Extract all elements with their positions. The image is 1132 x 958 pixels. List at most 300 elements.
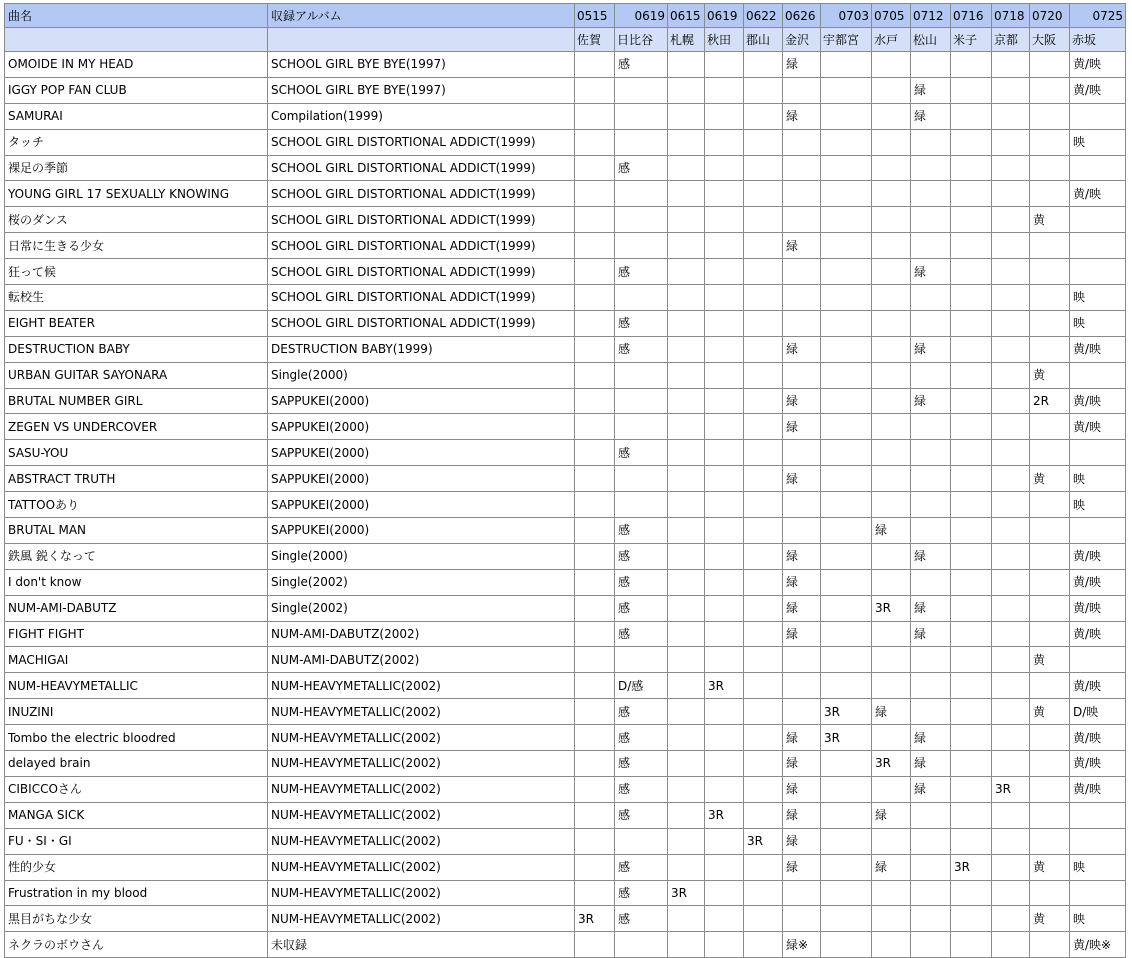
performance-cell <box>992 77 1030 103</box>
album-cell: NUM-AMI-DABUTZ(2002) <box>268 621 575 647</box>
performance-cell <box>951 388 992 414</box>
album-cell: SCHOOL GIRL BYE BYE(1997) <box>268 77 575 103</box>
table-row <box>5 595 1126 621</box>
table-row <box>5 647 1126 673</box>
performance-cell <box>821 181 872 207</box>
performance-cell <box>1030 414 1070 440</box>
performance-cell <box>821 207 872 233</box>
performance-cell <box>783 285 821 311</box>
performance-cell <box>1030 336 1070 362</box>
table-row <box>5 854 1126 880</box>
performance-cell: 緑 <box>783 466 821 492</box>
performance-cell <box>575 569 615 595</box>
performance-cell <box>821 285 872 311</box>
performance-cell <box>615 362 668 388</box>
performance-cell <box>992 52 1030 78</box>
song-title-cell: 桜のダンス <box>5 207 268 233</box>
performance-cell <box>783 129 821 155</box>
song-title-cell: SAMURAI <box>5 103 268 129</box>
venue-header: 松山 <box>911 28 951 52</box>
table-row <box>5 129 1126 155</box>
performance-cell: 緑 <box>911 259 951 285</box>
album-cell: NUM-HEAVYMETALLIC(2002) <box>268 880 575 906</box>
performance-cell <box>575 466 615 492</box>
album-cell: SAPPUKEI(2000) <box>268 414 575 440</box>
song-title-cell: SASU-YOU <box>5 440 268 466</box>
performance-cell <box>821 854 872 880</box>
venue-header: 宇都宮 <box>821 28 872 52</box>
performance-cell: 感 <box>615 518 668 544</box>
performance-cell <box>951 466 992 492</box>
performance-cell <box>872 466 911 492</box>
performance-cell <box>911 414 951 440</box>
performance-cell: 3R <box>992 776 1030 802</box>
performance-cell: 3R <box>872 595 911 621</box>
performance-cell <box>872 414 911 440</box>
performance-cell <box>992 906 1030 932</box>
performance-cell <box>668 103 705 129</box>
date-header: 0705 <box>872 4 911 28</box>
performance-cell <box>992 828 1030 854</box>
performance-cell <box>821 828 872 854</box>
album-cell: SAPPUKEI(2000) <box>268 518 575 544</box>
performance-cell <box>575 828 615 854</box>
performance-cell <box>872 77 911 103</box>
song-title-cell: MANGA SICK <box>5 802 268 828</box>
performance-cell <box>992 336 1030 362</box>
album-column-header: 収録アルバム <box>268 4 575 28</box>
album-cell: SCHOOL GIRL DISTORTIONAL ADDICT(1999) <box>268 155 575 181</box>
performance-cell: 感 <box>615 569 668 595</box>
performance-cell <box>1070 233 1126 259</box>
song-title-cell: delayed brain <box>5 751 268 777</box>
performance-cell <box>1030 673 1070 699</box>
performance-cell <box>992 466 1030 492</box>
performance-cell <box>872 776 911 802</box>
date-header: 0703 <box>821 4 872 28</box>
performance-cell <box>1030 932 1070 958</box>
album-cell: NUM-HEAVYMETALLIC(2002) <box>268 828 575 854</box>
performance-cell <box>872 906 911 932</box>
performance-cell <box>951 285 992 311</box>
table-row <box>5 673 1126 699</box>
performance-cell <box>872 828 911 854</box>
performance-cell <box>575 388 615 414</box>
performance-cell: 黄/映 <box>1070 725 1126 751</box>
performance-cell <box>1070 207 1126 233</box>
table-row <box>5 802 1126 828</box>
performance-cell <box>992 181 1030 207</box>
performance-cell: 2R <box>1030 388 1070 414</box>
performance-cell <box>951 543 992 569</box>
performance-cell <box>1030 155 1070 181</box>
performance-cell <box>951 828 992 854</box>
song-title-cell: 日常に生きる少女 <box>5 233 268 259</box>
performance-cell: 3R <box>951 854 992 880</box>
album-cell: SCHOOL GIRL DISTORTIONAL ADDICT(1999) <box>268 310 575 336</box>
performance-cell <box>668 259 705 285</box>
performance-cell <box>575 259 615 285</box>
performance-cell <box>668 854 705 880</box>
performance-cell <box>705 751 744 777</box>
performance-cell <box>668 647 705 673</box>
performance-cell: 緑 <box>783 776 821 802</box>
performance-cell <box>911 880 951 906</box>
performance-cell <box>668 77 705 103</box>
performance-cell: 感 <box>615 880 668 906</box>
table-row <box>5 699 1126 725</box>
performance-cell <box>992 259 1030 285</box>
album-cell: SAPPUKEI(2000) <box>268 440 575 466</box>
performance-cell <box>744 569 783 595</box>
performance-cell: 黄 <box>1030 362 1070 388</box>
album-cell: NUM-HEAVYMETALLIC(2002) <box>268 906 575 932</box>
performance-cell <box>911 828 951 854</box>
performance-cell <box>744 388 783 414</box>
performance-cell <box>821 388 872 414</box>
performance-cell: 黄/映 <box>1070 181 1126 207</box>
performance-cell <box>951 259 992 285</box>
performance-cell <box>668 751 705 777</box>
performance-cell <box>744 233 783 259</box>
performance-cell <box>872 181 911 207</box>
performance-cell <box>911 129 951 155</box>
performance-cell <box>951 233 992 259</box>
performance-cell <box>872 725 911 751</box>
performance-cell <box>744 621 783 647</box>
performance-cell <box>821 52 872 78</box>
table-row <box>5 880 1126 906</box>
performance-cell <box>992 414 1030 440</box>
performance-cell <box>911 233 951 259</box>
venue-header: 大阪 <box>1030 28 1070 52</box>
performance-cell <box>705 336 744 362</box>
performance-cell <box>821 414 872 440</box>
performance-cell <box>821 543 872 569</box>
performance-cell: 黄/映 <box>1070 569 1126 595</box>
performance-cell: 緑 <box>911 103 951 129</box>
performance-cell: 緑 <box>911 388 951 414</box>
performance-cell <box>1030 77 1070 103</box>
song-title-cell: ZEGEN VS UNDERCOVER <box>5 414 268 440</box>
performance-cell <box>744 310 783 336</box>
performance-cell <box>783 362 821 388</box>
performance-cell <box>1030 492 1070 518</box>
performance-cell <box>992 802 1030 828</box>
performance-cell <box>744 336 783 362</box>
performance-cell <box>668 906 705 932</box>
setlist-table-container <box>4 3 1126 958</box>
table-row <box>5 569 1126 595</box>
performance-cell <box>992 518 1030 544</box>
performance-cell <box>1070 259 1126 285</box>
table-row <box>5 233 1126 259</box>
performance-cell <box>821 155 872 181</box>
performance-cell <box>872 440 911 466</box>
date-header: 0712 <box>911 4 951 28</box>
performance-cell <box>668 595 705 621</box>
performance-cell <box>575 129 615 155</box>
date-header: 0515 <box>575 4 615 28</box>
performance-cell <box>705 828 744 854</box>
song-title-cell: IGGY POP FAN CLUB <box>5 77 268 103</box>
performance-cell <box>615 828 668 854</box>
album-cell: Single(2000) <box>268 362 575 388</box>
venue-header: 金沢 <box>783 28 821 52</box>
performance-cell <box>951 776 992 802</box>
performance-cell: 3R <box>821 699 872 725</box>
performance-cell <box>821 932 872 958</box>
performance-cell <box>911 310 951 336</box>
performance-cell <box>872 336 911 362</box>
performance-cell: 感 <box>615 595 668 621</box>
performance-cell <box>992 569 1030 595</box>
performance-cell <box>668 699 705 725</box>
song-title-cell: EIGHT BEATER <box>5 310 268 336</box>
performance-cell: 緑 <box>872 518 911 544</box>
performance-cell <box>575 103 615 129</box>
header-row-dates <box>5 4 1126 28</box>
performance-cell: 黄/映 <box>1070 388 1126 414</box>
date-header: 0622 <box>744 4 783 28</box>
performance-cell <box>744 466 783 492</box>
performance-cell <box>1030 776 1070 802</box>
performance-cell <box>1070 440 1126 466</box>
performance-cell <box>575 647 615 673</box>
performance-cell <box>705 310 744 336</box>
performance-cell <box>783 181 821 207</box>
performance-cell: 緑 <box>911 543 951 569</box>
performance-cell <box>783 906 821 932</box>
table-row <box>5 466 1126 492</box>
performance-cell: 映 <box>1070 492 1126 518</box>
performance-cell <box>744 362 783 388</box>
performance-cell <box>705 259 744 285</box>
venue-header: 米子 <box>951 28 992 52</box>
performance-cell <box>744 285 783 311</box>
venue-header: 札幌 <box>668 28 705 52</box>
setlist-table-body <box>5 52 1126 958</box>
performance-cell <box>992 647 1030 673</box>
performance-cell <box>951 880 992 906</box>
performance-cell <box>575 414 615 440</box>
performance-cell <box>705 362 744 388</box>
table-row <box>5 751 1126 777</box>
song-title-cell: DESTRUCTION BABY <box>5 336 268 362</box>
performance-cell <box>1070 828 1126 854</box>
performance-cell <box>705 699 744 725</box>
performance-cell <box>668 673 705 699</box>
performance-cell <box>575 181 615 207</box>
performance-cell: 緑 <box>783 751 821 777</box>
performance-cell: 3R <box>705 802 744 828</box>
performance-cell <box>872 932 911 958</box>
performance-cell <box>615 932 668 958</box>
performance-cell <box>992 699 1030 725</box>
date-header: 0619 <box>615 4 668 28</box>
performance-cell <box>575 699 615 725</box>
performance-cell <box>872 621 911 647</box>
performance-cell <box>705 388 744 414</box>
performance-cell <box>1030 828 1070 854</box>
album-cell: SAPPUKEI(2000) <box>268 492 575 518</box>
performance-cell <box>951 673 992 699</box>
album-cell: NUM-AMI-DABUTZ(2002) <box>268 647 575 673</box>
performance-cell <box>744 77 783 103</box>
performance-cell <box>911 52 951 78</box>
performance-cell: 感 <box>615 543 668 569</box>
performance-cell <box>668 621 705 647</box>
performance-cell: 緑 <box>911 751 951 777</box>
performance-cell <box>911 285 951 311</box>
table-row <box>5 440 1126 466</box>
performance-cell <box>1030 569 1070 595</box>
performance-cell <box>951 725 992 751</box>
performance-cell <box>668 129 705 155</box>
song-title-cell: NUM-AMI-DABUTZ <box>5 595 268 621</box>
performance-cell <box>951 569 992 595</box>
table-row <box>5 388 1126 414</box>
performance-cell <box>744 129 783 155</box>
performance-cell <box>783 310 821 336</box>
date-header: 0725 <box>1070 4 1126 28</box>
performance-cell <box>992 310 1030 336</box>
performance-cell: 黄/映 <box>1070 52 1126 78</box>
song-title-cell: 転校生 <box>5 285 268 311</box>
performance-cell <box>705 725 744 751</box>
performance-cell: 緑 <box>783 103 821 129</box>
performance-cell <box>1030 181 1070 207</box>
performance-cell <box>951 621 992 647</box>
performance-cell <box>575 751 615 777</box>
performance-cell: D/感 <box>615 673 668 699</box>
performance-cell <box>705 932 744 958</box>
song-title-cell: FU・SI・GI <box>5 828 268 854</box>
performance-cell: 感 <box>615 259 668 285</box>
table-row <box>5 259 1126 285</box>
performance-cell <box>821 233 872 259</box>
performance-cell <box>575 362 615 388</box>
performance-cell <box>668 285 705 311</box>
performance-cell <box>1030 233 1070 259</box>
performance-cell: 黄/映 <box>1070 543 1126 569</box>
performance-cell <box>951 155 992 181</box>
performance-cell: 黄/映 <box>1070 414 1126 440</box>
performance-cell <box>821 621 872 647</box>
performance-cell <box>575 673 615 699</box>
performance-cell <box>992 673 1030 699</box>
performance-cell: 黄 <box>1030 207 1070 233</box>
performance-cell <box>575 207 615 233</box>
performance-cell <box>911 647 951 673</box>
performance-cell <box>705 233 744 259</box>
performance-cell <box>575 518 615 544</box>
performance-cell <box>911 673 951 699</box>
performance-cell <box>872 129 911 155</box>
album-cell: NUM-HEAVYMETALLIC(2002) <box>268 751 575 777</box>
performance-cell <box>705 103 744 129</box>
performance-cell <box>992 725 1030 751</box>
album-cell: SCHOOL GIRL DISTORTIONAL ADDICT(1999) <box>268 259 575 285</box>
performance-cell <box>992 595 1030 621</box>
performance-cell <box>872 52 911 78</box>
performance-cell: 緑 <box>783 725 821 751</box>
performance-cell <box>668 336 705 362</box>
song-title-cell: 鉄風 鋭くなって <box>5 543 268 569</box>
performance-cell <box>1030 285 1070 311</box>
performance-cell <box>911 207 951 233</box>
album-cell: SCHOOL GIRL DISTORTIONAL ADDICT(1999) <box>268 285 575 311</box>
performance-cell <box>668 725 705 751</box>
performance-cell <box>668 155 705 181</box>
performance-cell <box>911 466 951 492</box>
performance-cell <box>615 103 668 129</box>
performance-cell <box>668 492 705 518</box>
album-cell: NUM-HEAVYMETALLIC(2002) <box>268 802 575 828</box>
table-row <box>5 414 1126 440</box>
song-title-cell: MACHIGAI <box>5 647 268 673</box>
performance-cell: 黄 <box>1030 699 1070 725</box>
performance-cell: 感 <box>615 776 668 802</box>
performance-cell <box>615 233 668 259</box>
performance-cell <box>911 906 951 932</box>
album-cell: DESTRUCTION BABY(1999) <box>268 336 575 362</box>
performance-cell <box>744 725 783 751</box>
performance-cell <box>783 647 821 673</box>
song-title-cell: NUM-HEAVYMETALLIC <box>5 673 268 699</box>
performance-cell <box>951 52 992 78</box>
song-title-cell: BRUTAL NUMBER GIRL <box>5 388 268 414</box>
performance-cell <box>783 518 821 544</box>
performance-cell <box>668 414 705 440</box>
performance-cell <box>821 310 872 336</box>
performance-cell <box>821 673 872 699</box>
performance-cell <box>668 802 705 828</box>
performance-cell: 映 <box>1070 466 1126 492</box>
performance-cell <box>911 518 951 544</box>
song-title-cell: CIBICCOさん <box>5 776 268 802</box>
performance-cell <box>821 336 872 362</box>
performance-cell: 黄/映 <box>1070 77 1126 103</box>
performance-cell <box>992 932 1030 958</box>
performance-cell <box>872 103 911 129</box>
performance-cell <box>1030 440 1070 466</box>
song-title-cell: タッチ <box>5 129 268 155</box>
performance-cell: 感 <box>615 155 668 181</box>
performance-cell <box>821 362 872 388</box>
performance-cell: 3R <box>744 828 783 854</box>
performance-cell <box>744 880 783 906</box>
performance-cell <box>951 362 992 388</box>
performance-cell <box>951 103 992 129</box>
table-row <box>5 828 1126 854</box>
performance-cell <box>821 466 872 492</box>
performance-cell <box>705 129 744 155</box>
performance-cell <box>821 259 872 285</box>
performance-cell <box>705 854 744 880</box>
performance-cell <box>668 828 705 854</box>
performance-cell <box>911 699 951 725</box>
performance-cell <box>744 776 783 802</box>
performance-cell: 感 <box>615 802 668 828</box>
album-cell: Compilation(1999) <box>268 103 575 129</box>
performance-cell: 映 <box>1070 854 1126 880</box>
performance-cell <box>1030 129 1070 155</box>
performance-cell <box>821 776 872 802</box>
performance-cell <box>951 932 992 958</box>
performance-cell: 緑 <box>783 854 821 880</box>
performance-cell <box>705 492 744 518</box>
